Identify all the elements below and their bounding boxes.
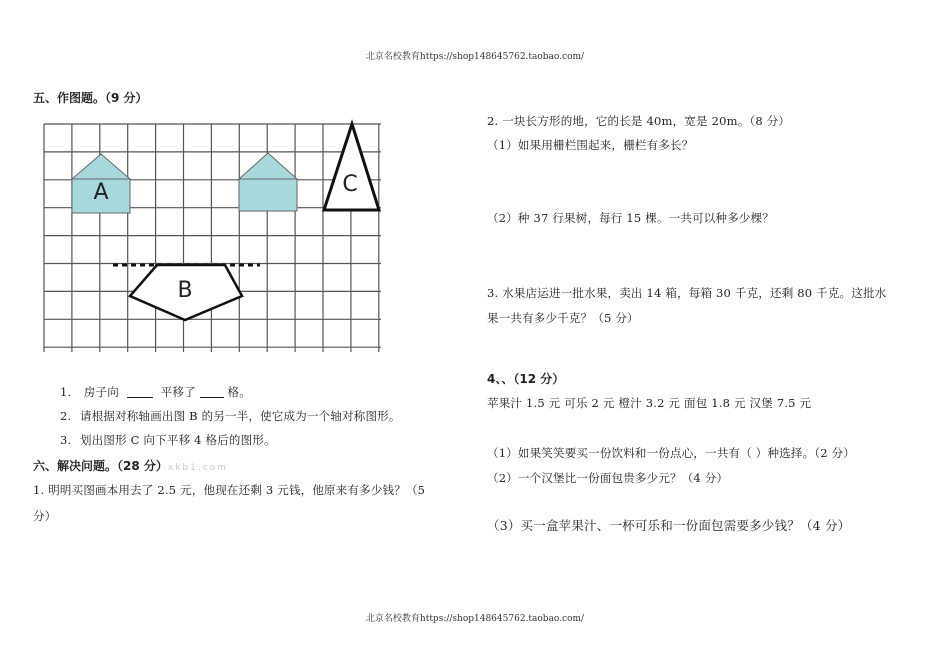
question-2-1: （1）如果用栅栏围起来，栅栏有多长？: [487, 138, 694, 152]
task-2-text: 请根据对称轴画出图 B 的另一半，使它成为一个轴对称图形。: [80, 409, 401, 423]
answer-blank-count[interactable]: [200, 385, 224, 398]
label-c: C: [342, 172, 358, 197]
task-2: [60, 408, 401, 424]
task-3-num: 3.: [60, 433, 72, 447]
question-4-3: （3）买一盒苹果汁、一杯可乐和一份面包需要多少钱？（4 分）: [487, 518, 851, 533]
question-3-line2: 果一共有多少千克？（5 分）: [487, 311, 639, 325]
label-a: A: [93, 180, 109, 205]
task-1-mid: 平移了: [160, 385, 196, 399]
question-2: 2. 一块长方形的地，它的长是 40m，宽是 20m。（8 分）: [487, 114, 791, 128]
task-1-pre: 房子向: [83, 385, 119, 399]
watermark: xkb1.com: [167, 463, 228, 473]
shape-b: [130, 265, 242, 320]
question-4-title: 4、、（12 分）: [487, 372, 565, 386]
question-1-line2: 分）: [33, 509, 57, 523]
section6-title-text: 六、解决问题。（28 分）: [33, 459, 168, 473]
section6-title: [33, 457, 228, 474]
question-4-1: （1）如果笑笑要买一份饮料和一份点心，一共有（ ）种选择。（2 分）: [487, 446, 855, 460]
task-3: [60, 432, 276, 448]
task-1-post: 格。: [227, 385, 251, 399]
question-2-2: （2）种 37 行果树，每行 15 棵。一共可以种多少棵？: [487, 211, 775, 225]
question-1-line1: 1. 明明买图画本用去了 2.5 元，他现在还剩 3 元钱，他原来有多少钱？（5: [33, 483, 426, 497]
task-2-num: 2.: [60, 409, 72, 423]
triangle-c: [324, 124, 379, 210]
page-header: 北京名校教育https://shop148645762.taobao.com/: [365, 52, 585, 62]
house-a: [72, 154, 130, 213]
section5-title: 五、作图题。（9 分）: [33, 91, 148, 105]
task-1-num: 1.: [60, 385, 72, 399]
price-list: 苹果汁 1.5 元 可乐 2 元 橙汁 3.2 元 面包 1.8 元 汉堡 7.5 元: [487, 396, 812, 410]
page-footer: 北京名校教育https://shop148645762.taobao.com/: [365, 614, 585, 624]
house-moved: [239, 153, 297, 211]
question-3-line1: 3. 水果店运进一批水果，卖出 14 箱，每箱 30 千克，还剩 80 千克。这批水: [487, 286, 887, 300]
task-3-text: 划出图形 C 向下平移 4 格后的图形。: [80, 433, 276, 447]
grid-lines: [44, 124, 381, 352]
answer-blank-direction[interactable]: [127, 385, 153, 398]
label-b: B: [177, 278, 193, 303]
question-4-2: （2）一个汉堡比一份面包贵多少元？（4 分）: [487, 471, 729, 485]
task-1: [60, 384, 251, 400]
